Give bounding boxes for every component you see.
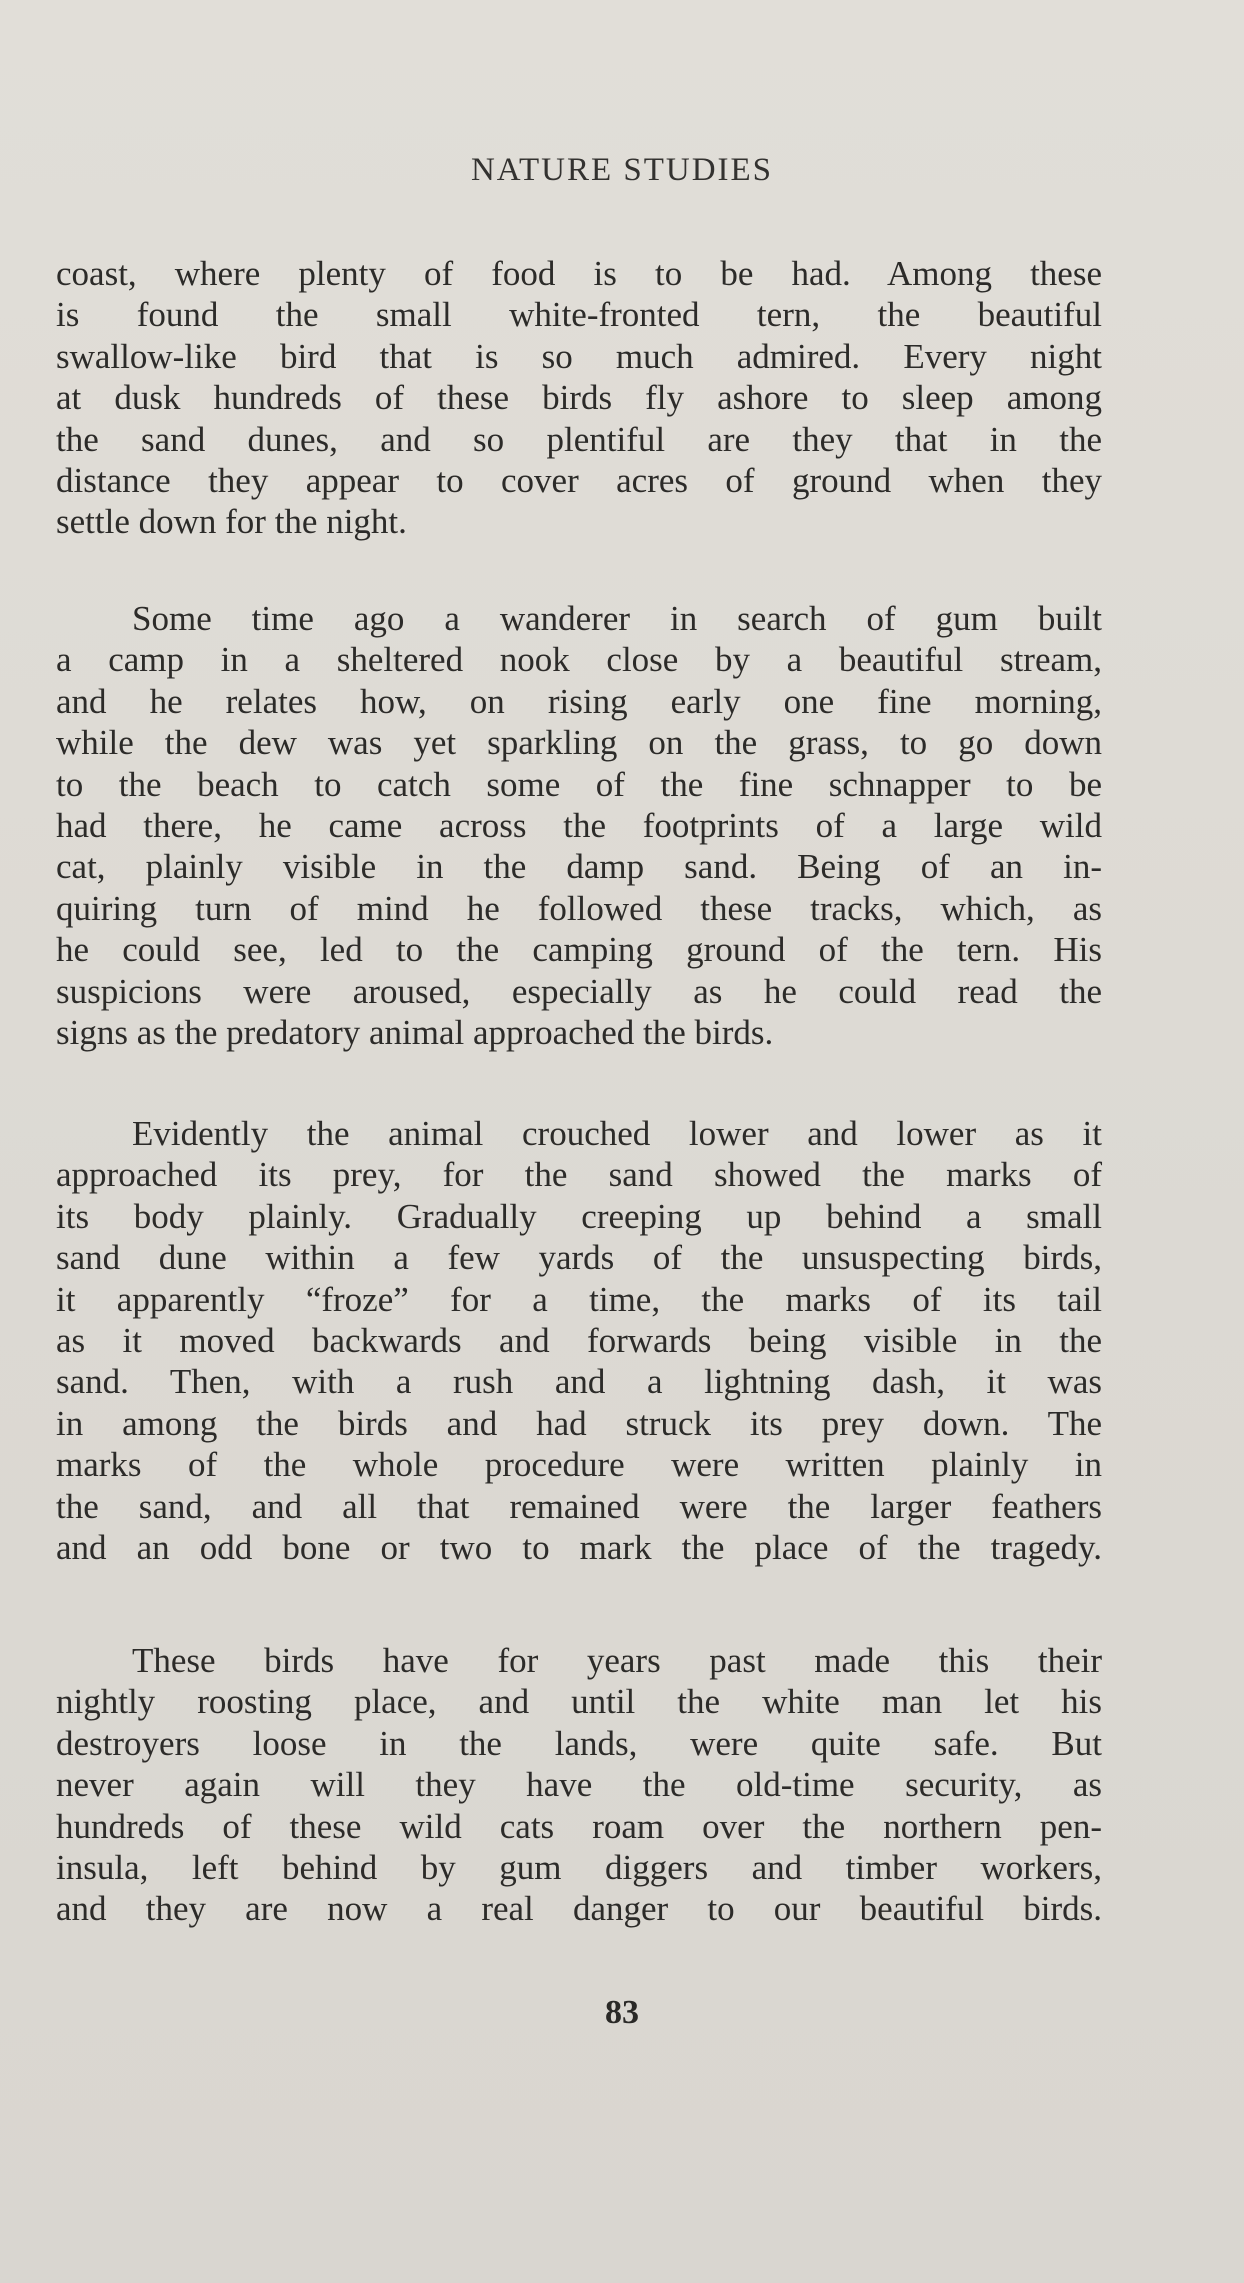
text-line: as it moved backwards and forwards being visible in the	[56, 1321, 1102, 1361]
paragraph-2	[56, 598, 1102, 1053]
text-line: These birds have for years past made this their	[132, 1641, 1102, 1680]
text-line: settle down for the night.	[56, 502, 407, 542]
text-line: Some time ago a wanderer in search of gum built	[132, 599, 1102, 638]
text-line: sand. Then, with a rush and a lightning dash, it was	[56, 1362, 1102, 1402]
text-line: a camp in a sheltered nook close by a beautiful stream,	[56, 640, 1102, 680]
text-line: Evidently the animal crouched lower and lower as it	[132, 1114, 1102, 1153]
paragraph-3	[56, 1113, 1102, 1568]
text-line: at dusk hundreds of these birds fly ashore to sleep among	[56, 378, 1102, 418]
text-line: signs as the predatory animal approached the birds.	[56, 1013, 774, 1053]
text-line: distance they appear to cover acres of ground when they	[56, 461, 1102, 501]
text-line: cat, plainly visible in the damp sand. Being of an in-	[56, 847, 1102, 887]
text-line: and they are now a real danger to our beautiful birds.	[56, 1889, 1102, 1929]
text-line: it apparently “froze” for a time, the marks of its tail	[56, 1279, 1102, 1319]
page-number: 83	[605, 1994, 639, 2031]
text-line: and an odd bone or two to mark the place of the tragedy.	[56, 1528, 1102, 1568]
text-line: approached its prey, for the sand showed the marks of	[56, 1155, 1102, 1195]
text-line: sand dune within a few yards of the unsuspecting birds,	[56, 1238, 1102, 1278]
text-line: to the beach to catch some of the fine schnapper to be	[56, 764, 1102, 804]
text-line: destroyers loose in the lands, were quite safe. But	[56, 1723, 1102, 1763]
text-line: the sand dunes, and so plentiful are they that in the	[56, 419, 1102, 459]
text-line: never again will they have the old-time security, as	[56, 1765, 1102, 1805]
text-line: insula, left behind by gum diggers and timber workers,	[56, 1848, 1102, 1888]
text-line: is found the small white-fronted tern, the beautiful	[56, 295, 1102, 335]
text-line: coast, where plenty of food is to be had. Among these	[56, 254, 1102, 293]
text-line: marks of the whole procedure were written plainly in	[56, 1445, 1102, 1485]
text-line: the sand, and all that remained were the larger feathers	[56, 1486, 1102, 1526]
text-line: swallow-like bird that is so much admired. Every night	[56, 336, 1102, 376]
text-line: had there, he came across the footprints of a large wild	[56, 806, 1102, 846]
text-line: its body plainly. Gradually creeping up behind a small	[56, 1196, 1102, 1236]
text-line: quiring turn of mind he followed these tracks, which, as	[56, 888, 1102, 928]
text-line: hundreds of these wild cats roam over the northern pen-	[56, 1806, 1102, 1846]
paragraph-1	[56, 253, 1102, 543]
text-line: in among the birds and had struck its prey down. The	[56, 1403, 1102, 1443]
text-line: nightly roosting place, and until the white man let his	[56, 1682, 1102, 1722]
text-line: and he relates how, on rising early one fine morning,	[56, 681, 1102, 721]
text-line: while the dew was yet sparkling on the grass, to go down	[56, 723, 1102, 763]
text-line: he could see, led to the camping ground of the tern. His	[56, 930, 1102, 970]
paragraph-4	[56, 1640, 1102, 1930]
running-head: NATURE STUDIES	[470, 152, 774, 188]
text-line: suspicions were aroused, especially as he could read the	[56, 971, 1102, 1011]
